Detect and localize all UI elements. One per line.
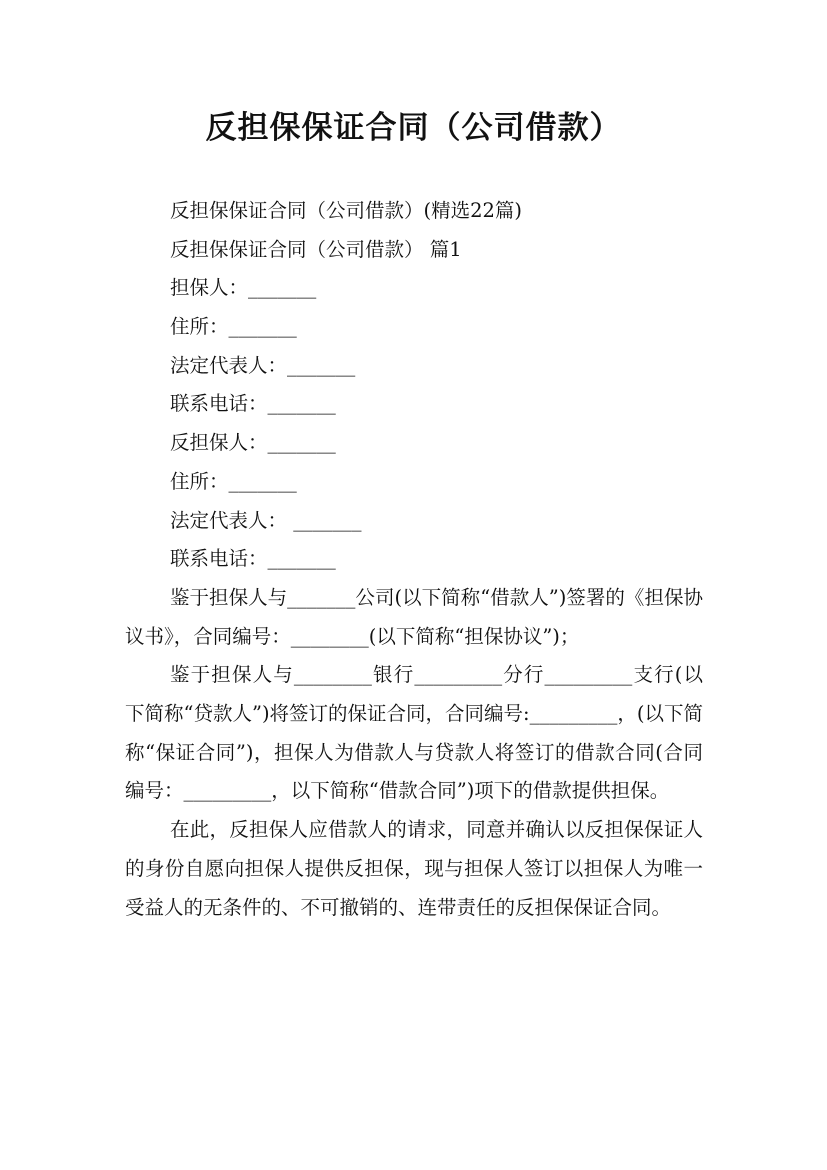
- counter-guarantor-address-field: 住所：_______: [170, 469, 297, 493]
- counter-guarantor-field: 反担保人：_______: [170, 431, 336, 455]
- subtitle-line: 反担保保证合同（公司借款）(精选22篇): [170, 199, 523, 222]
- counter-guarantor-phone-field: 联系电话：_______: [170, 547, 336, 571]
- paragraph-counter-guarantee-consent: 在此，反担保人应借款人的请求，同意并确认以反担保保证人的身份自愿向担保人提供反担保，现与担保人签订以担保人为唯一受益人的无条件的、不可撤销的、连带责任的反担保保证合同。: [125, 818, 703, 919]
- paragraph-guarantee-agreement: 鉴于担保人与_______公司(以下简称“借款人”)签署的《担保协议书》，合同编号：________(以下简称“担保协议”)；: [125, 585, 703, 648]
- counter-guarantor-legal-rep-field: 法定代表人： _______: [170, 508, 362, 532]
- guarantor-phone-field: 联系电话：_______: [170, 392, 336, 416]
- section-heading: 反担保保证合同（公司借款） 篇1: [170, 237, 462, 261]
- paragraph-loan-contract: 鉴于担保人与________银行_________分行_________支行(以下简称“贷款人”)将签订的保证合同，合同编号:_________，(以下简称“保证合同”)，担保人为借款人与贷款人将签订的借款合同(合同编号：_________，以下简称“借款合同”)项下的借款提供担保。: [125, 663, 703, 803]
- guarantor-address-field: 住所：_______: [170, 315, 297, 339]
- guarantor-field: 担保人：_______: [170, 276, 317, 300]
- document-title: 反担保保证合同（公司借款）: [205, 110, 622, 146]
- document-body: [125, 192, 703, 927]
- guarantor-legal-rep-field: 法定代表人：_______: [170, 353, 356, 377]
